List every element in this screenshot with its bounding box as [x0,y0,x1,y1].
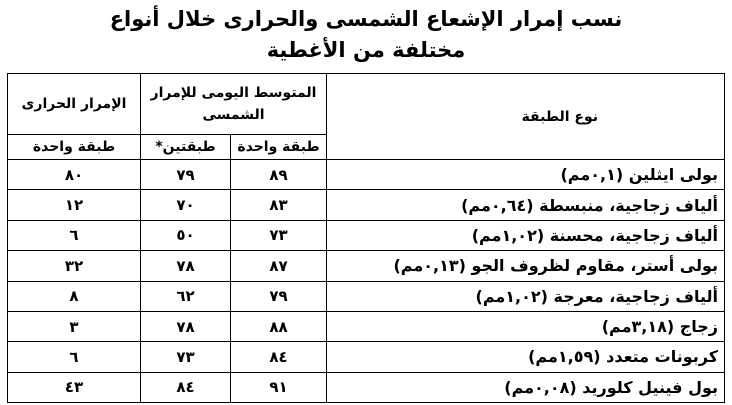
double-value: ٨٤ [141,372,231,402]
thermal-value: ٦ [8,342,141,372]
single-value: ٨٩ [231,160,327,190]
thermal-value: ٨ [8,281,141,311]
layer-name: بول فينيل كلوريد (٠,٠٨مم) [327,372,725,402]
thermal-value: ٤٣ [8,372,141,402]
single-value: ٨٣ [231,190,327,220]
document-title [0,4,732,66]
table-row [8,311,725,341]
layer-name: ألياف زجاجية، محسنة (١,٠٢مم) [327,220,725,250]
header-daily-solar-average: المتوسط اليومى للإمرار الشمسى [141,74,327,135]
double-value: ٧٣ [141,342,231,372]
header-single-layer: طبقة واحدة [231,135,327,160]
double-value: ٧٠ [141,190,231,220]
title-line-2: مختلفة من الأغطية [266,38,466,62]
table-row [8,190,725,220]
layer-name: ألياف زجاجية، منبسطة (٠,٦٤مم) [327,190,725,220]
layer-name: بولى أستر، مقاوم لظروف الجو (٠,١٣مم) [327,251,725,281]
header-double-layer: طبقتين* [141,135,231,160]
table-row [8,372,725,402]
layer-name: كربونات متعدد (١,٥٩مم) [327,342,725,372]
single-value: ٨٨ [231,311,327,341]
table-row [8,281,725,311]
header-thermal-single-layer: طبقة واحدة [8,135,141,160]
single-value: ٨٧ [231,251,327,281]
double-value: ٧٨ [141,251,231,281]
transmission-table [7,73,725,403]
title-line-1: نسب إمرار الإشعاع الشمسى والحرارى خلال أنواع [109,7,623,31]
table-row [8,342,725,372]
thermal-value: ٣٢ [8,251,141,281]
double-value: ٧٩ [141,160,231,190]
table-row [8,251,725,281]
double-value: ٦٢ [141,281,231,311]
double-value: ٧٨ [141,311,231,341]
thermal-value: ٣ [8,311,141,341]
table-row [8,160,725,190]
layer-name: زجاج (٣,١٨مم) [327,311,725,341]
header-layer-type: نوع الطبقة [327,74,725,160]
thermal-value: ١٢ [8,190,141,220]
layer-name: ألياف زجاجية، معرجة (١,٠٢مم) [327,281,725,311]
single-value: ٨٤ [231,342,327,372]
thermal-value: ٦ [8,220,141,250]
double-value: ٥٠ [141,220,231,250]
table-row [8,220,725,250]
single-value: ٧٣ [231,220,327,250]
single-value: ٧٩ [231,281,327,311]
header-thermal-transmission: الإمرار الحرارى [8,74,141,135]
single-value: ٩١ [231,372,327,402]
thermal-value: ٨٠ [8,160,141,190]
layer-name: بولى ايثلين (٠,١مم) [327,160,725,190]
